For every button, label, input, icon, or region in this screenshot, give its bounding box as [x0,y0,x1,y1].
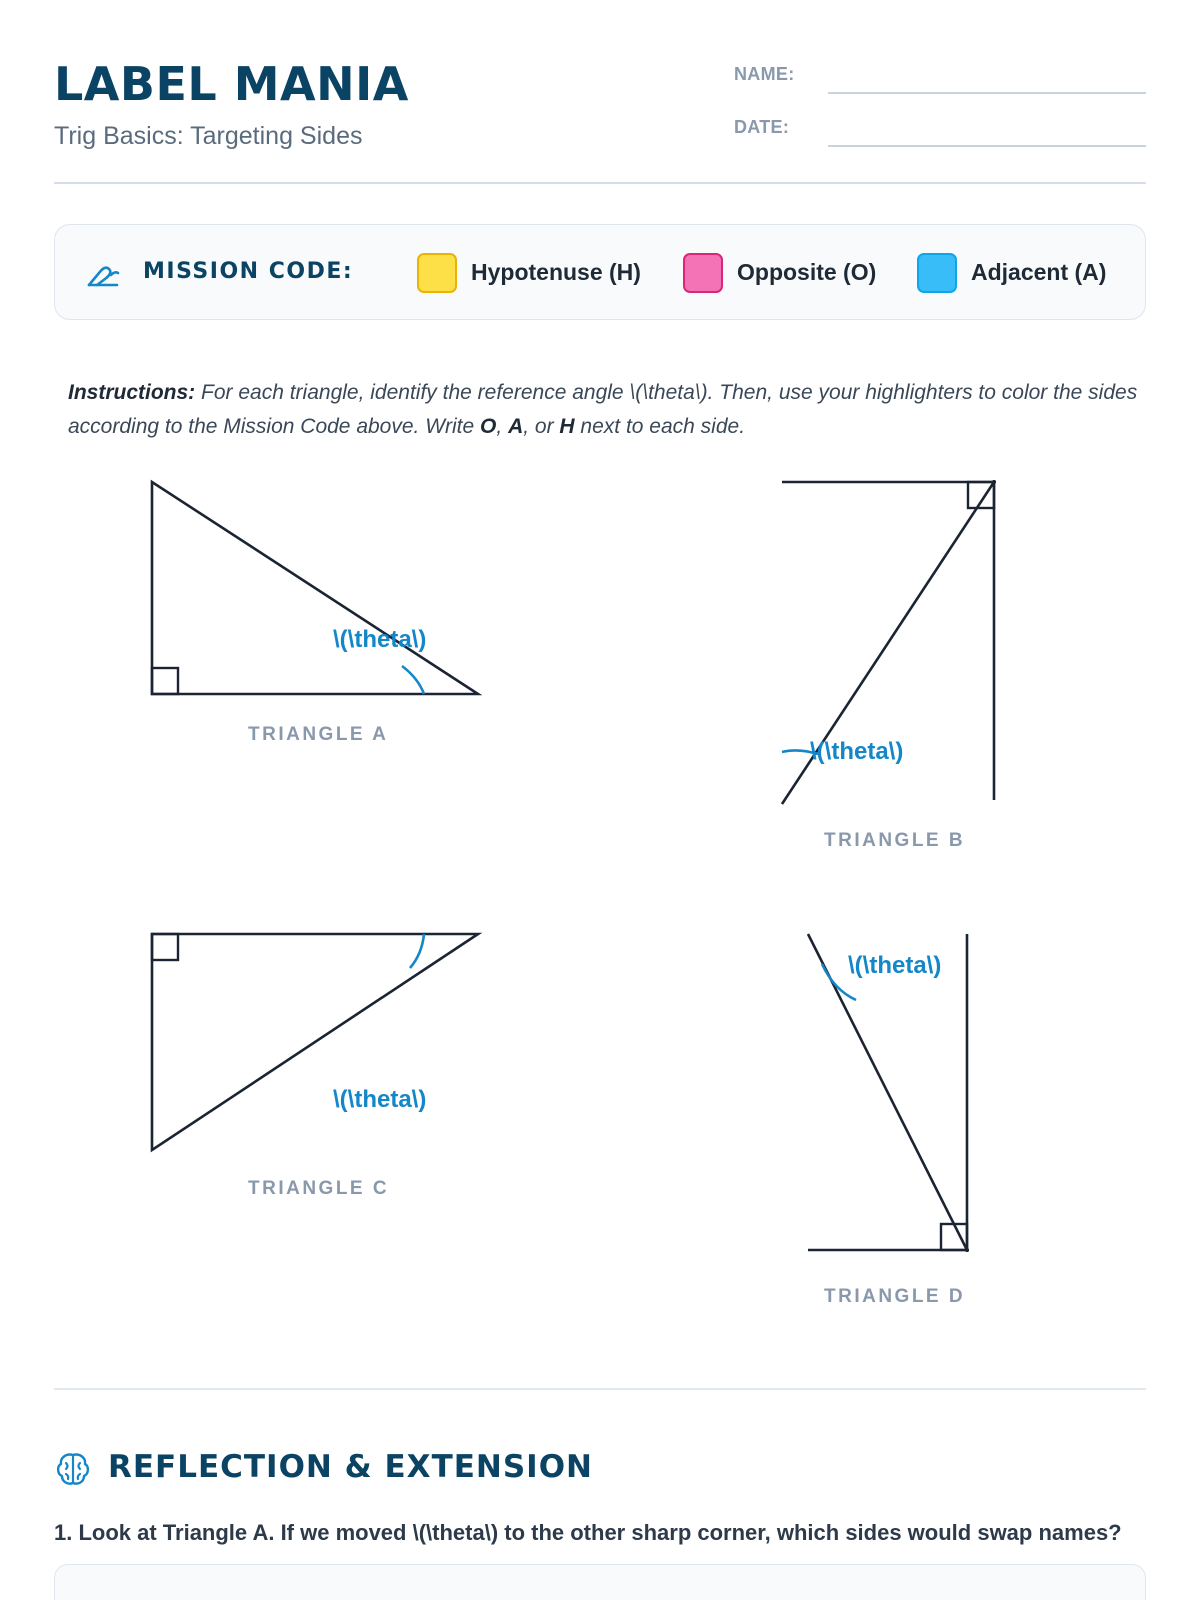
adjacent-swatch [917,253,957,293]
mission-code-legend [54,224,1146,320]
triangle-d-label: TRIANGLE D [824,1286,966,1307]
page-title: LABEL MANIA [54,57,409,111]
instructions [68,376,1148,444]
angle-arc [402,666,424,694]
triangle-c-label: TRIANGLE C [248,1178,390,1199]
reflection-question-1: 1. Look at Triangle A. If we moved \(\theta\) to the other sharp corner, which sides would swap names? [54,1520,1122,1545]
triangle-c-figure [148,930,488,1156]
triangle-b-label: TRIANGLE B [824,830,966,851]
triangle-a-sides[interactable] [152,482,478,694]
name-field[interactable] [828,92,1146,94]
header-divider [54,182,1146,184]
right-angle-marker [941,1224,967,1250]
instructions-sep-2: , or [523,415,560,438]
opposite-label: Opposite (O) [737,259,877,285]
triangle-a-figure [148,478,488,698]
instructions-lead: Instructions: [68,381,196,404]
page-subtitle: Trig Basics: Targeting Sides [54,122,363,150]
triangle-c-sides[interactable] [152,934,478,1150]
code-a: A [508,415,524,438]
code-o: O [480,415,497,438]
opposite-swatch [683,253,723,293]
triangle-c-theta: \(\theta\) [333,1086,427,1113]
legend-title: MISSION CODE: [143,259,354,284]
section-divider [54,1388,1146,1390]
adjacent-label: Adjacent (A) [971,259,1107,285]
right-angle-marker [152,668,178,694]
instructions-sep-1: , [496,415,509,438]
hypotenuse-swatch [417,253,457,293]
angle-arc [410,934,424,968]
right-angle-marker [152,934,178,960]
date-label: DATE: [734,117,790,137]
code-h: H [559,415,575,438]
worksheet-header [54,56,1146,184]
signature-pen-icon [85,255,121,291]
triangle-d-theta: \(\theta\) [848,952,942,979]
triangle-a-label: TRIANGLE A [248,724,389,745]
triangle-a-theta: \(\theta\) [333,626,427,653]
brain-icon [54,1450,92,1488]
reflection-title: REFLECTION & EXTENSION [108,1449,594,1485]
name-label: NAME: [734,64,795,84]
answer-box-1[interactable] [54,1564,1146,1600]
instructions-text-1: For each triangle, identify the reference angle \(\theta\). Then, use your highlighters to color the sides according to the Mission Code above. Write [68,381,1138,438]
date-field[interactable] [828,145,1146,147]
instructions-text-2: next to each side. [574,415,746,438]
hypotenuse-label: Hypotenuse (H) [471,259,641,285]
triangle-b-theta: \(\theta\) [810,738,904,765]
